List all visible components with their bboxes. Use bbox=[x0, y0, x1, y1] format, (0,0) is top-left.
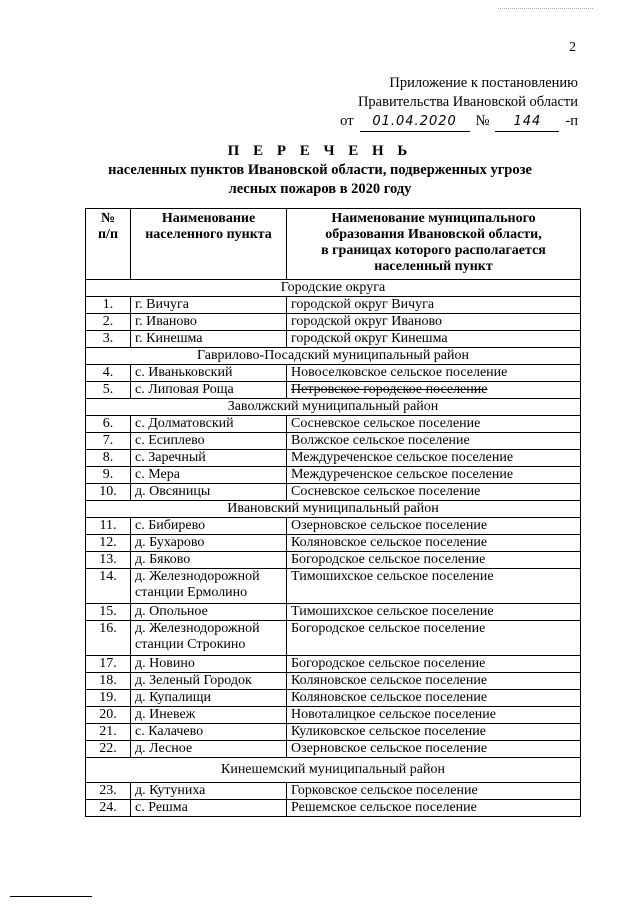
row-municipality: Решемское сельское поселение bbox=[287, 800, 581, 817]
row-settlement: д. Новино bbox=[131, 656, 287, 673]
table-row bbox=[86, 552, 581, 569]
table-row bbox=[86, 569, 581, 604]
row-municipality: Коляновское сельское поселение bbox=[287, 690, 581, 707]
row-municipality: Куликовское сельское поселение bbox=[287, 724, 581, 741]
row-municipality: Новоселковское сельское поселение bbox=[287, 365, 581, 382]
row-number: 6. bbox=[86, 416, 131, 433]
table-row bbox=[86, 783, 581, 800]
row-settlement: д. Зеленый Городок bbox=[131, 673, 287, 690]
row-municipality: Коляновское сельское поселение bbox=[287, 535, 581, 552]
from-label: от bbox=[340, 113, 354, 129]
table-row bbox=[86, 724, 581, 741]
group-title: Кинешемский муниципальный район bbox=[86, 758, 581, 783]
title-line-2: населенных пунктов Ивановской области, подверженных угрозе bbox=[108, 162, 532, 178]
header-municipality-line-2: образования Ивановской области, bbox=[325, 227, 542, 242]
row-municipality: городской округ Вичуга bbox=[287, 297, 581, 314]
title-line-1: П Е Р Е Ч Е Н Ь bbox=[227, 143, 413, 159]
row-number: 1. bbox=[86, 297, 131, 314]
table-row bbox=[86, 314, 581, 331]
row-number: 21. bbox=[86, 724, 131, 741]
row-municipality: Междуреченское сельское поселение bbox=[287, 467, 581, 484]
row-municipality: Богородское сельское поселение bbox=[287, 552, 581, 569]
row-settlement: г. Вичуга bbox=[131, 297, 287, 314]
table-row bbox=[86, 416, 581, 433]
row-number: 19. bbox=[86, 690, 131, 707]
handwritten-date: 01.04.2020 bbox=[360, 112, 470, 132]
appendix-block bbox=[340, 74, 578, 132]
table-row bbox=[86, 741, 581, 758]
row-settlement: д. Кутуниха bbox=[131, 783, 287, 800]
row-municipality: Волжское сельское поселение bbox=[287, 433, 581, 450]
row-municipality: Озерновское сельское поселение bbox=[287, 741, 581, 758]
row-number: 12. bbox=[86, 535, 131, 552]
group-row bbox=[86, 758, 581, 783]
row-municipality: Тимошихское сельское поселение bbox=[287, 604, 581, 621]
table-row bbox=[86, 331, 581, 348]
group-title: Городские округа bbox=[86, 280, 581, 297]
row-municipality: Озерновское сельское поселение bbox=[287, 518, 581, 535]
table-row bbox=[86, 433, 581, 450]
row-settlement: с. Калачево bbox=[131, 724, 287, 741]
header-settlement-line-1: Наименование bbox=[161, 211, 256, 226]
group-title: Заволжский муниципальный район bbox=[86, 399, 581, 416]
table-row bbox=[86, 450, 581, 467]
table-row bbox=[86, 535, 581, 552]
table-row bbox=[86, 690, 581, 707]
appendix-line-2: Правительства Ивановской области bbox=[357, 94, 578, 110]
table-row bbox=[86, 484, 581, 501]
row-settlement: с. Липовая Роща bbox=[131, 382, 287, 399]
row-municipality: городской округ Кинешма bbox=[287, 331, 581, 348]
row-settlement: д. Купалищи bbox=[131, 690, 287, 707]
row-number: 10. bbox=[86, 484, 131, 501]
header-number-line-1: № bbox=[100, 211, 116, 226]
table-row bbox=[86, 518, 581, 535]
row-settlement: д. Бухарово bbox=[131, 535, 287, 552]
row-number: 7. bbox=[86, 433, 131, 450]
number-suffix: -п bbox=[565, 113, 578, 129]
appendix-line-1: Приложение к постановлению bbox=[389, 75, 578, 91]
row-number: 14. bbox=[86, 569, 131, 604]
handwritten-number: 144 bbox=[495, 112, 559, 132]
page-number: 2 bbox=[569, 40, 576, 55]
header-settlement bbox=[131, 209, 287, 280]
row-number: 18. bbox=[86, 673, 131, 690]
header-number-line-2: п/п bbox=[97, 227, 119, 242]
row-settlement: с. Долматовский bbox=[131, 416, 287, 433]
row-settlement: с. Заречный bbox=[131, 450, 287, 467]
row-settlement: с. Бибирево bbox=[131, 518, 287, 535]
number-label: № bbox=[475, 113, 490, 129]
row-number: 13. bbox=[86, 552, 131, 569]
group-row bbox=[86, 501, 581, 518]
settlements-table bbox=[85, 208, 581, 817]
row-settlement: с. Иваньковский bbox=[131, 365, 287, 382]
header-number bbox=[86, 209, 131, 280]
row-municipality: Междуреченское сельское поселение bbox=[287, 450, 581, 467]
row-settlement: д. Овсяницы bbox=[131, 484, 287, 501]
row-municipality: Коляновское сельское поселение bbox=[287, 673, 581, 690]
row-settlement: г. Иваново bbox=[131, 314, 287, 331]
row-settlement: д. Лесное bbox=[131, 741, 287, 758]
row-settlement: д. Иневеж bbox=[131, 707, 287, 724]
document-title bbox=[0, 142, 640, 199]
row-settlement: д. Железнодорожной станции Ермолино bbox=[131, 569, 287, 604]
row-number: 4. bbox=[86, 365, 131, 382]
row-number: 22. bbox=[86, 741, 131, 758]
appendix-line-3 bbox=[340, 112, 578, 132]
header-municipality-line-3: в границах которого располагается bbox=[321, 243, 546, 258]
row-municipality: городской округ Иваново bbox=[287, 314, 581, 331]
row-settlement: г. Кинешма bbox=[131, 331, 287, 348]
footnote-separator bbox=[10, 896, 92, 897]
row-municipality: Сосневское сельское поселение bbox=[287, 416, 581, 433]
table-row bbox=[86, 800, 581, 817]
row-number: 20. bbox=[86, 707, 131, 724]
header-municipality-line-1: Наименование муниципального bbox=[331, 211, 536, 226]
row-settlement: с. Решма bbox=[131, 800, 287, 817]
row-number: 8. bbox=[86, 450, 131, 467]
row-settlement: с. Есиплево bbox=[131, 433, 287, 450]
group-row bbox=[86, 280, 581, 297]
row-number: 16. bbox=[86, 621, 131, 656]
row-municipality: Тимошихское сельское поселение bbox=[287, 569, 581, 604]
scan-speckles bbox=[498, 8, 593, 15]
row-settlement: д. Бяково bbox=[131, 552, 287, 569]
row-number: 11. bbox=[86, 518, 131, 535]
header-municipality bbox=[287, 209, 581, 280]
row-municipality: Сосневское сельское поселение bbox=[287, 484, 581, 501]
row-municipality-struck: Петровское городское поселение bbox=[287, 382, 581, 399]
row-settlement: д. Железнодорожной станции Строкино bbox=[131, 621, 287, 656]
row-municipality: Богородское сельское поселение bbox=[287, 621, 581, 656]
table-row bbox=[86, 673, 581, 690]
header-municipality-line-4: населенный пункт bbox=[374, 259, 493, 274]
row-settlement: с. Мера bbox=[131, 467, 287, 484]
header-settlement-line-2: населенного пункта bbox=[145, 227, 272, 242]
row-number: 15. bbox=[86, 604, 131, 621]
row-number: 17. bbox=[86, 656, 131, 673]
row-number: 23. bbox=[86, 783, 131, 800]
row-number: 3. bbox=[86, 331, 131, 348]
table-row bbox=[86, 467, 581, 484]
title-line-3: лесных пожаров в 2020 году bbox=[228, 181, 412, 197]
table-row bbox=[86, 365, 581, 382]
table-row bbox=[86, 382, 581, 399]
table-row bbox=[86, 604, 581, 621]
table-header-row bbox=[86, 209, 581, 280]
group-title: Гаврилово-Посадский муниципальный район bbox=[86, 348, 581, 365]
row-municipality: Богородское сельское поселение bbox=[287, 656, 581, 673]
row-number: 9. bbox=[86, 467, 131, 484]
row-municipality: Горковское сельское поселение bbox=[287, 783, 581, 800]
group-title: Ивановский муниципальный район bbox=[86, 501, 581, 518]
group-row bbox=[86, 348, 581, 365]
table-row bbox=[86, 297, 581, 314]
table-row bbox=[86, 656, 581, 673]
table-row bbox=[86, 707, 581, 724]
row-number: 5. bbox=[86, 382, 131, 399]
group-row bbox=[86, 399, 581, 416]
row-municipality: Новоталицкое сельское поселение bbox=[287, 707, 581, 724]
row-number: 2. bbox=[86, 314, 131, 331]
row-settlement: д. Опольное bbox=[131, 604, 287, 621]
table-row bbox=[86, 621, 581, 656]
row-number: 24. bbox=[86, 800, 131, 817]
